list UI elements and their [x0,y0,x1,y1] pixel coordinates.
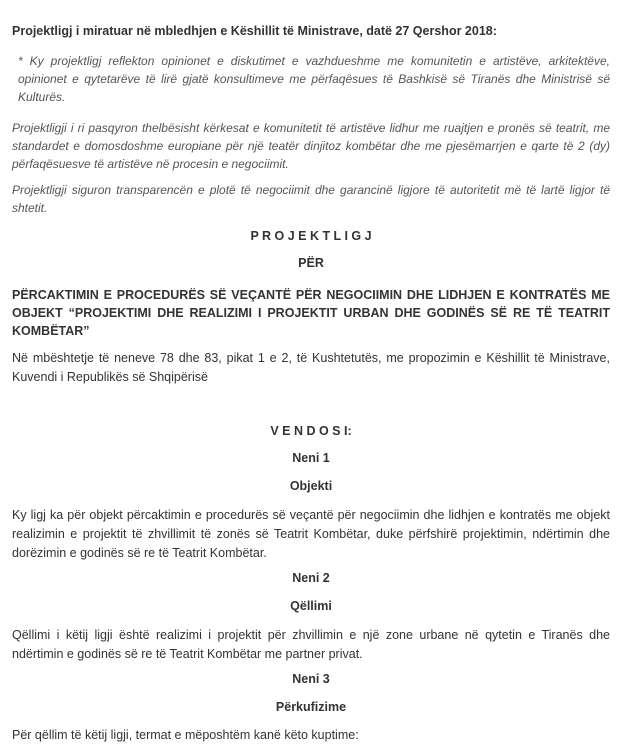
article-1-number: Neni 1 [292,451,330,465]
note-artists-demands [12,119,610,173]
article-3-title: Përkufizime [275,700,347,714]
note-consultations [12,52,610,106]
law-title: PËRCAKTIMIN E PROCEDURËS SË VEÇANTË PËR NEGOCIIMIN DHE LIDHJEN E KONTRATËS ME OBJEKT “PROJEKTIMI DHE REALIZIMI I PROJEKTIT URBAN DHE GODINËS SË RE TË TEATRIT KOMBËTAR” [12,288,610,338]
vendosi-heading: V E N D O S I: [270,424,352,438]
note-text: Projektligji i ri pasqyron thelbësisht kërkesat e komunitetit të artistëve lidhur me ruajtjen e pronës së teatrit, me standardet e domosdoshme europiane për një teatër dinjitoz kombëtar dhe me pjesëmarrjen e qarte të 2 (dy) përfaqësuesve të artistëve në procesin e negociimit. [12,121,610,171]
article-2-text: Qëllimi i këtij ligji është realizimi i projektit për zhvillimin e një zone urbane në qytetin e Tiranës dhe ndërtimin e godinës së re të Teatrit Kombëtar me partner privat. [12,628,610,661]
per-heading: PËR [298,256,324,270]
article-3-number: Neni 3 [292,672,330,686]
note-text: Projektligji siguron transparencën e plotë të negociimit dhe garancinë ligjore të autoritetit më të lartë ligjor të shtetit. [12,183,610,215]
projektligj-heading: P R O J E K T L I G J [250,229,372,243]
intro-title: Projektligj i miratuar në mbledhjen e Këshillit të Ministrave, datë 27 Qershor 2018: [12,24,497,38]
note-text: * Ky projektligj reflekton opinionet e diskutimet e vazhdueshme me komunitetin e artistëve, arkitektëve, opinionet e qytetarëve të lirë gjatë konsultimeve me përfaqësues të Bashkisë së Tiranës dhe Ministrisë së Kulturës. [18,54,610,104]
preamble: Në mbështetje të neneve 78 dhe 83, pikat 1 e 2, të Kushtetutës, me propozimin e Këshillit të Ministrave, Kuvendi i Republikës së Shqipërisë [12,351,610,384]
article-2-title: Qëllimi [290,599,332,613]
article-1-text: Ky ligj ka për objekt përcaktimin e procedurës së veçantë për negociimin dhe lidhjen e kontratës me objekt realizimin e projektit të zhvillimit të zonës së Teatrit Kombëtar, duke përfshirë projektimin, ndërtimin dhe dorëzimin e godinës së re të Teatrit Kombëtar. [12,508,610,560]
article-2-number: Neni 2 [292,571,330,585]
article-3-text: Për qëllim të këtij ligji, termat e mëposhtëm kanë këto kuptime: [12,728,359,742]
article-1-title: Objekti [289,479,333,493]
note-transparency [12,181,610,217]
